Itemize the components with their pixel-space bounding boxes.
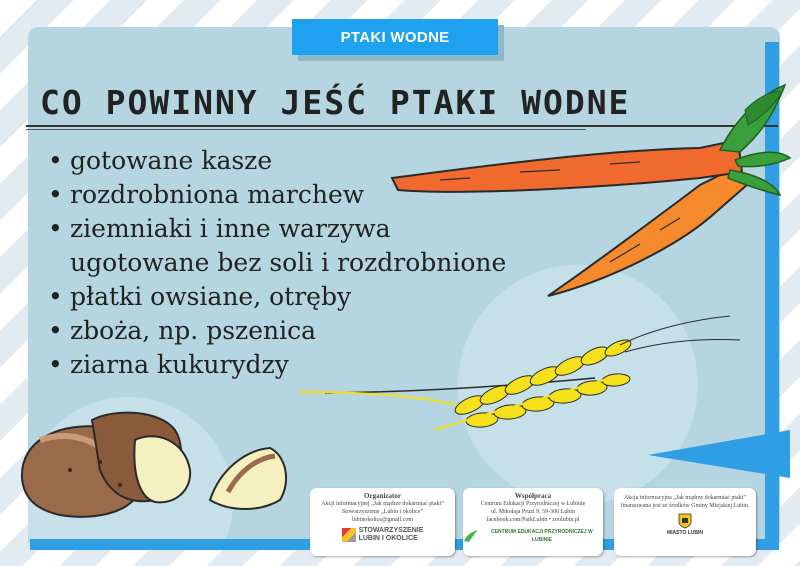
card-text: Akcja informacyjna „Jak mądrze dokarmiać ptaki”	[623, 495, 747, 501]
list-item: • zboża, np. pszenica	[48, 314, 506, 348]
card-title: Organizator	[364, 492, 401, 500]
card-text: facebook.com/ParkLubin • zoolubin.pl	[486, 517, 580, 523]
arrow-shape	[648, 430, 790, 478]
list-item-line: ziemniaki i inne warzywa	[70, 214, 391, 243]
card-text: finansowana jest ze środków Gminy Miejskiej Lubin.	[620, 503, 750, 509]
logo-text: CENTRUM EDUKACJI PRZYRODNICZEJ W LUBINIE	[491, 529, 593, 543]
wheat-icon	[300, 316, 740, 430]
card-text: Stowarzyszenie „Lubin i okolice”	[341, 509, 424, 515]
logo-text: LUBIN I OKOLICE	[358, 535, 418, 542]
funding-logo	[614, 513, 756, 537]
card-text: Akcji informacyjnej „Jak mądrze dokarmiać ptaki”	[321, 501, 444, 507]
list-item: • płatki owsiane, otręby	[48, 280, 506, 314]
card-title: Współpraca	[514, 492, 552, 500]
page-title: CO POWINNY JEŚĆ PTAKI WODNE	[40, 83, 631, 122]
logo-text: MIASTO LUBIN	[666, 530, 704, 536]
list-item: • ziarna kukurydzy	[48, 348, 506, 382]
category-tag: PTAKI WODNE	[292, 19, 498, 55]
logo-text: STOWARZYSZENIE	[358, 527, 424, 534]
list-item: • gotowane kasze	[48, 144, 506, 178]
funding-card	[614, 488, 756, 556]
cooperation-logo	[463, 528, 603, 544]
cooperation-card	[463, 488, 603, 556]
bird-icon	[463, 529, 479, 543]
list-item-line: ugotowane bez soli i rozdrobnione	[70, 248, 507, 277]
organization-logo-icon	[342, 528, 356, 542]
carrot-icon	[392, 85, 790, 296]
list-item: • rozdrobniona marchew	[48, 178, 506, 212]
organizer-card	[310, 488, 455, 556]
organizer-logo	[310, 527, 455, 543]
card-text: ul. Mikołaja Pruzi 9, 59-300 Lubin	[491, 509, 575, 515]
card-text: Centrum Edukacji Przyrodniczej w Lubinie	[480, 501, 586, 507]
potato-icon	[22, 413, 286, 517]
coat-of-arms-icon	[678, 513, 692, 529]
card-text: lubinokolice@gmail.com	[351, 517, 413, 523]
